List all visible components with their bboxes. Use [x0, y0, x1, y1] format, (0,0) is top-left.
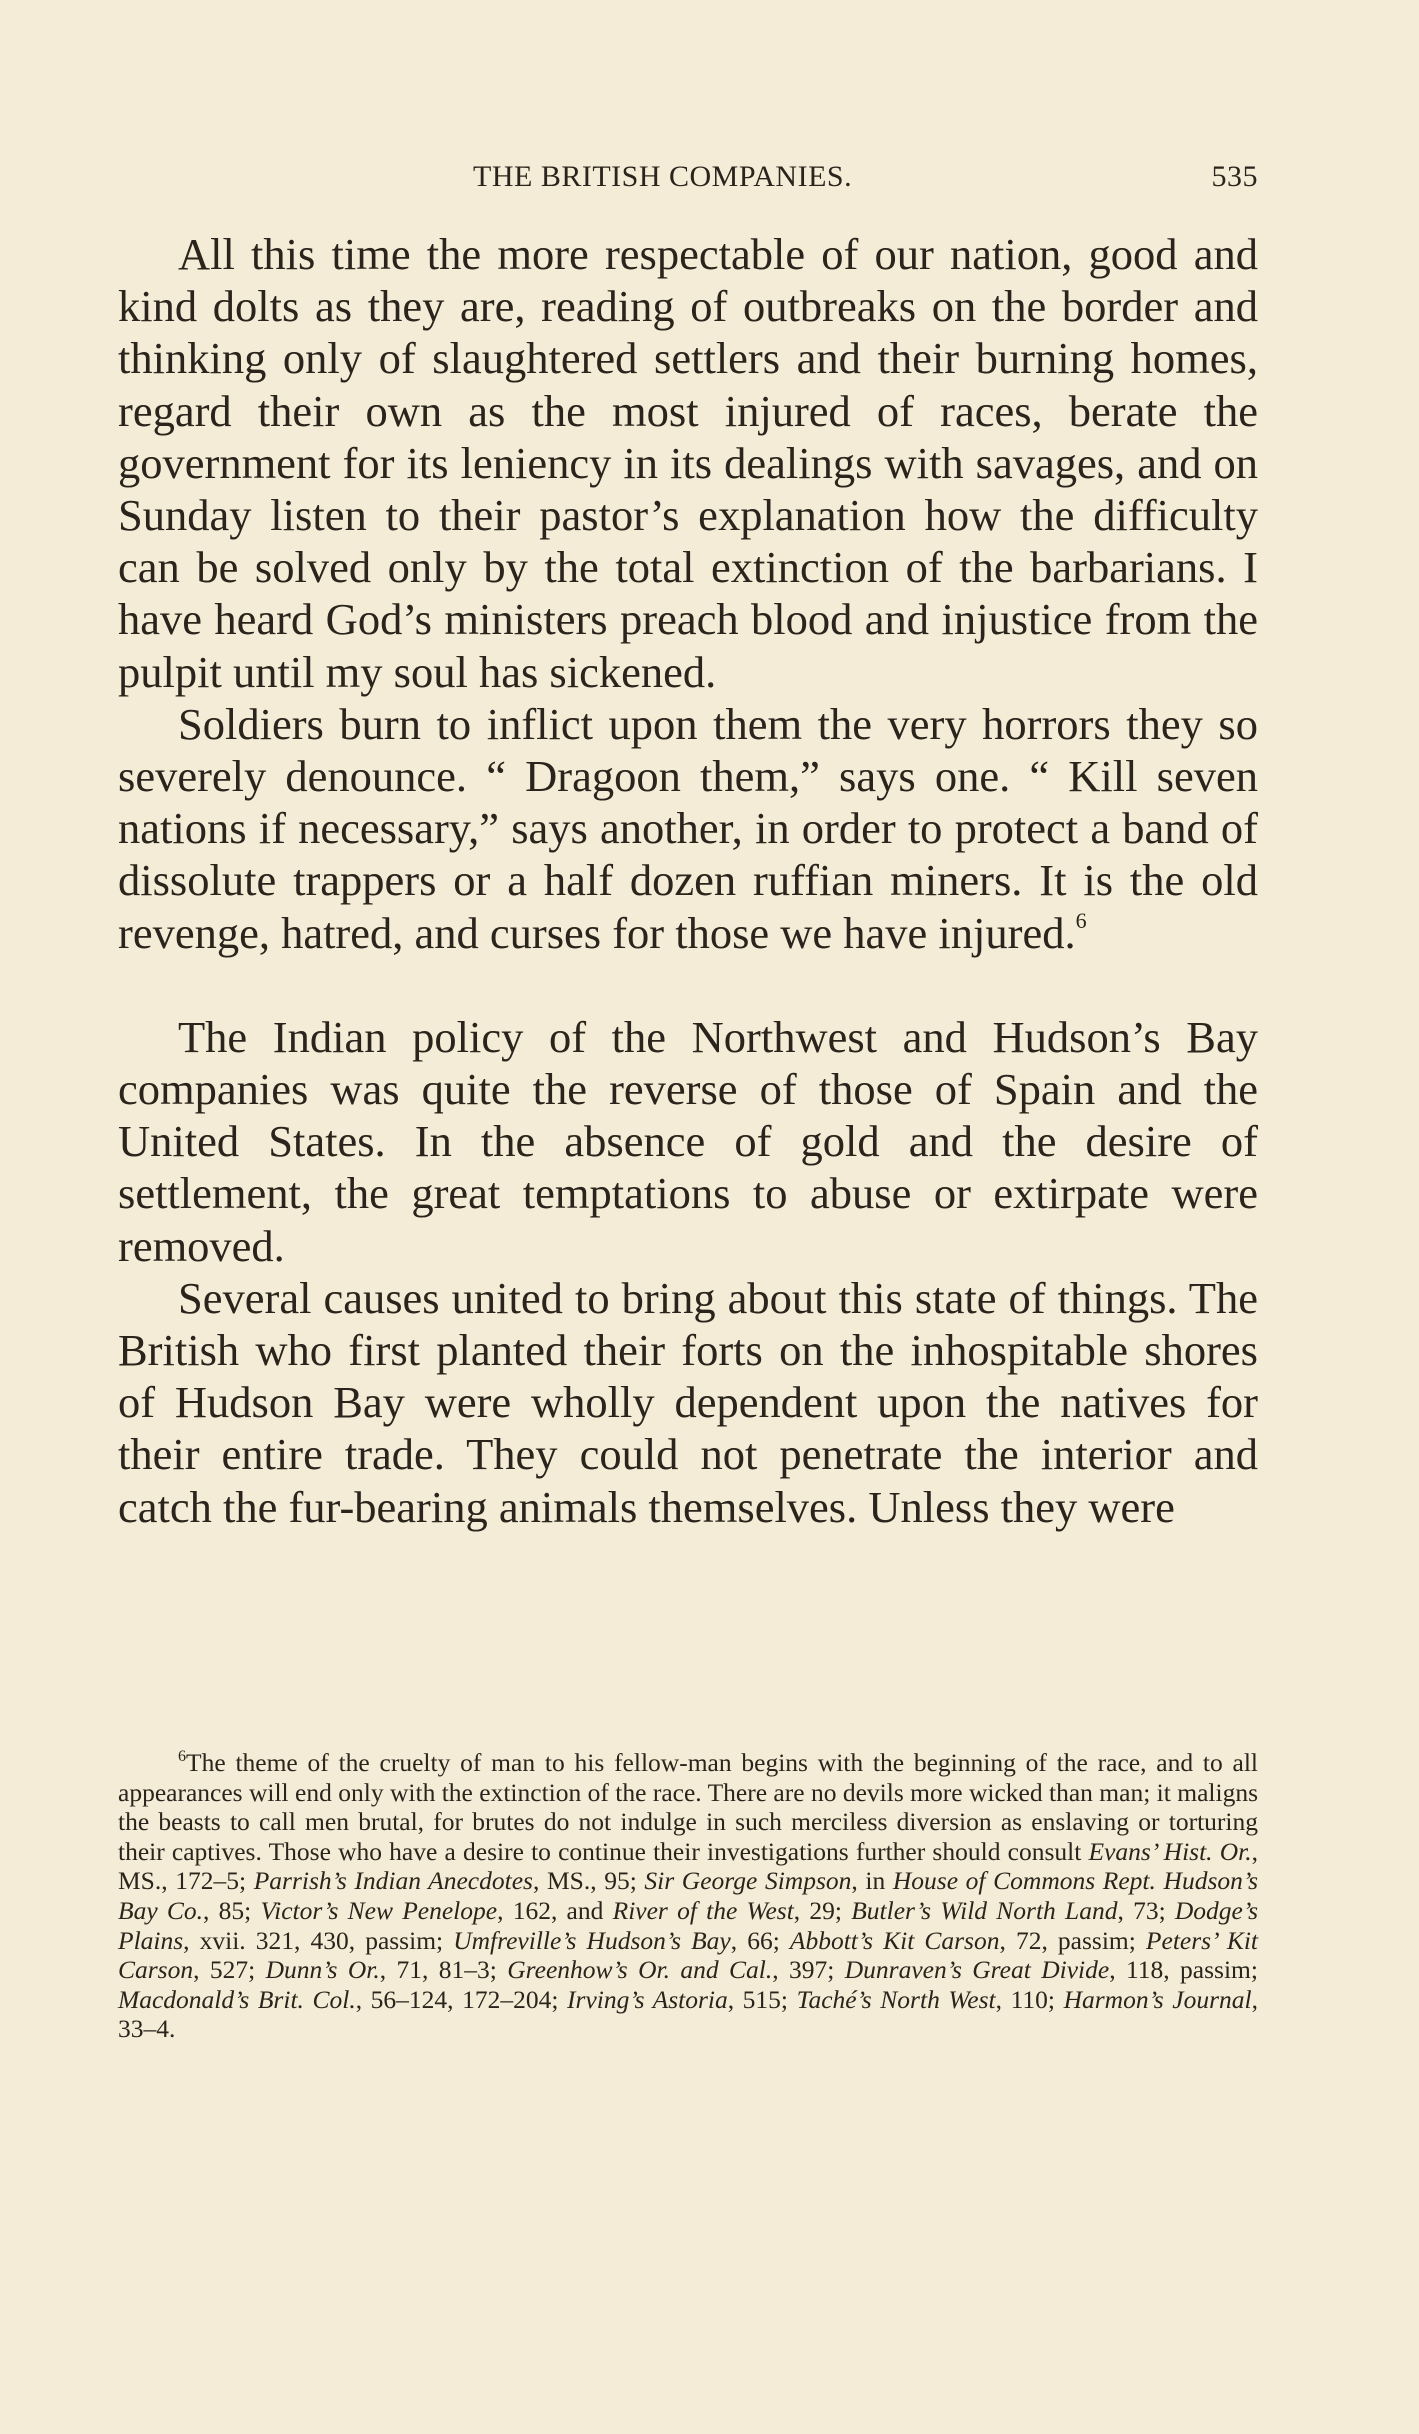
citation-locator: , xvii. 321, 430, passim;	[183, 1925, 454, 1955]
citation-title: Victor’s New Penelope	[260, 1895, 498, 1925]
paragraph-text: Several causes united to bring about this state of things. The British who first planted their forts on the inhospitable shores of Hudson Bay were wholly dependent upon the natives for their entire trade. They could not penetrate the interior and catch the fur-bearing animals themselves. Unless they were	[118, 1272, 1258, 1532]
citation-title: Butler’s Wild North Land	[851, 1895, 1118, 1925]
paragraph-text: Soldiers burn to inflict upon them the very horrors they so severely denounce. “ Dragoon them,” says one. “ Kill seven nations if necessary,” says another, in order to protect a band of dissolute trappers or a half dozen ruffian miners. It is the old revenge, hatred, and curses for those we have injured.	[118, 698, 1258, 958]
citation-title: Evans’ Hist. Or.	[1088, 1836, 1252, 1866]
citation-locator: , 29;	[793, 1895, 852, 1925]
citation-locator: , 162, and	[497, 1895, 613, 1925]
running-title: THE BRITISH COMPANIES.	[473, 160, 853, 193]
citation-locator: , 85;	[203, 1895, 261, 1925]
footnote-citations	[118, 1837, 1258, 2044]
citation-locator: , 66;	[730, 1925, 790, 1955]
main-text	[118, 228, 1258, 1533]
citation-locator: , 118, passim;	[1109, 1955, 1258, 1985]
footnote-marker: 6	[178, 1748, 186, 1765]
citation-title: Parrish’s Indian Anecdotes	[253, 1866, 533, 1896]
citation-locator: , MS., 95;	[532, 1866, 645, 1896]
citation-title: River of the West	[612, 1895, 794, 1925]
citation-title: Abbott’s Kit Carson	[789, 1925, 1000, 1955]
citation-title: Sir George Simpson	[644, 1866, 852, 1896]
citation-title: Dunn’s Or.	[265, 1955, 380, 1985]
citation-locator: , MS., 172–5;	[118, 1836, 1259, 1896]
citation-title: Macdonald’s Brit. Col.	[118, 1984, 356, 2014]
citation-title: Umfreville’s Hudson’s Bay	[453, 1925, 731, 1955]
citation-title: Harmon’s Journal	[1063, 1984, 1252, 2014]
citation-title: Taché’s North West	[796, 1984, 996, 2014]
footnotes	[118, 1748, 1258, 2044]
citation-title: Greenhow’s Or. and Cal.	[507, 1955, 773, 1985]
citation-locator: , 397;	[772, 1955, 845, 1985]
citation-locator: , 73;	[1117, 1895, 1175, 1925]
paragraph	[118, 1011, 1258, 1272]
citation-locator: , 33–4.	[118, 1984, 1258, 2044]
page-number: 535	[1211, 160, 1258, 193]
citation-title: Peters’ Kit Carson	[118, 1925, 1258, 1985]
running-header	[118, 160, 1258, 200]
citation-locator: , 110;	[995, 1984, 1064, 2014]
footnote-reference[interactable]: 6	[1075, 907, 1087, 933]
citation-locator: , 56–124, 172–204;	[355, 1984, 568, 2014]
citation-title: Dunraven’s Great Divide	[844, 1955, 1110, 1985]
paragraph-text: All this time the more respectable of our nation, good and kind dolts as they are, reading of outbreaks on the border and thinking only of slaughtered settlers and their burning homes, regard their own as the most injured of races, berate the government for its leniency in its dealings with savages, and on Sunday listen to their pastor’s explanation how the difficulty can be solved only by the total extinction of the barbarians. I have heard God’s ministers preach blood and injustice from the pulpit until my soul has sickened.	[118, 229, 1258, 697]
footnote-text: The theme of the cruelty of man to his fellow-man begins with the beginning of the race, and to all appearances will end only with the extinction of the race. There are no devils more wicked than man; it maligns the beasts to call men brutal, for brutes do not indulge in such merciless diversion as enslaving or torturing their captives. Those who have a desire to continue their investigations further should consult	[118, 1748, 1258, 1866]
citation-title: Dodge’s Plains	[118, 1895, 1259, 1955]
citation-locator: , 72, passim;	[999, 1925, 1146, 1955]
footnote	[118, 1748, 1258, 2044]
citation-locator: , in	[851, 1866, 893, 1896]
citation-locator: , 515;	[727, 1984, 797, 2014]
citation-locator: , 71, 81–3;	[379, 1955, 508, 1985]
citation-locator: , 527;	[193, 1955, 266, 1985]
paragraph	[118, 228, 1258, 698]
paragraph	[118, 1272, 1258, 1533]
citation-title: House of Commons Rept. Hudson’s Bay Co.	[118, 1866, 1258, 1925]
citation-title: Irving’s Astoria	[567, 1984, 728, 2014]
paragraph	[118, 698, 1258, 959]
paragraph-text: The Indian policy of the Northwest and Hudson’s Bay companies was quite the reverse of those of Spain and the United States. In the absence of gold and the desire of settlement, the great temptations to abuse or extirpate were removed.	[118, 1011, 1258, 1271]
